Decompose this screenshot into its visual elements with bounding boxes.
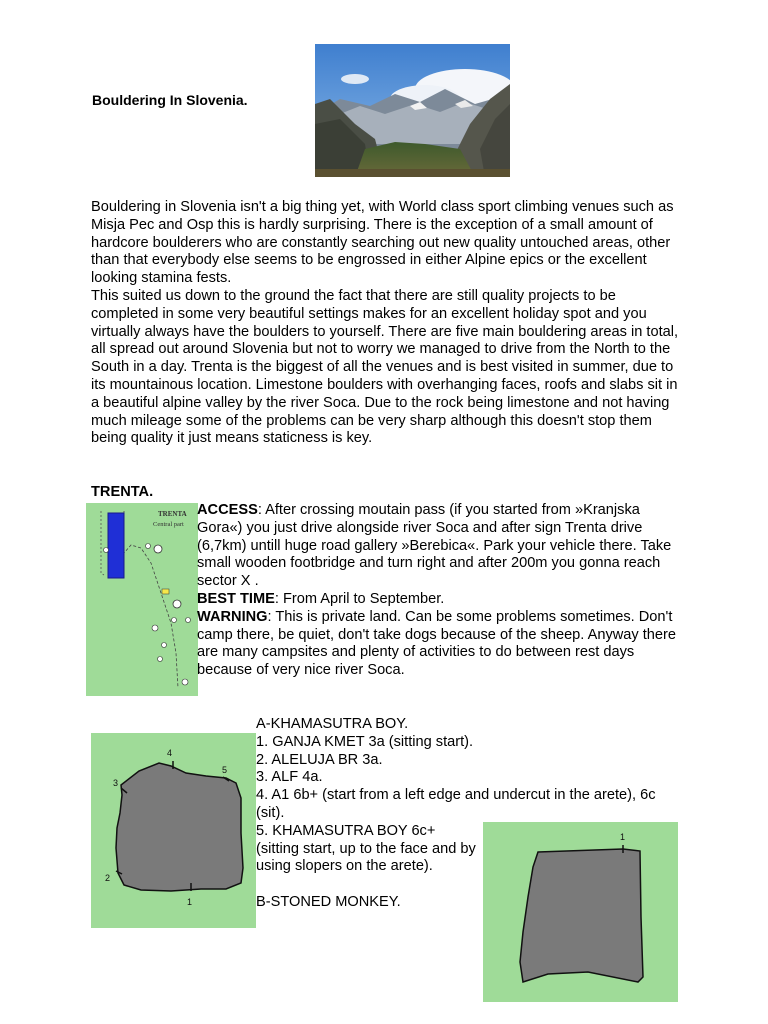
best-time-label: BEST TIME xyxy=(197,590,275,607)
topo-a-label-1: 1 xyxy=(187,897,193,907)
mountain-photo-svg xyxy=(315,44,510,177)
topo-a-label-3: 3 xyxy=(113,778,119,788)
trenta-map xyxy=(86,503,198,696)
intro-paragraph-2: This suited us down to the ground the fact that there are still quality projects to be completed in some very beautiful settings makes for an excellent holiday spot and you virtually always have the boulders to yourself. There are five main bouldering areas in total, all spread out around Slovenia but not to worry we managed to drive from the North to the South in a day. Trenta is the biggest of all the venues and is best visited in summer, due to its mountainous location. Limestone boulders with overhanging faces, roofs and slabs sit in a beautiful alpine valley by the river Soca. Due to the rock being limestone and not having much mileage some of the problems can be very sharp although this doesn't stop them being quality it just means staticness is key. xyxy=(91,287,679,447)
trenta-map-svg xyxy=(86,503,198,696)
route-item: 1. GANJA KMET 3a (sitting start). xyxy=(256,733,474,750)
page-title: Bouldering In Slovenia. xyxy=(92,92,248,108)
boulder-a-outline xyxy=(116,763,243,891)
topo-a-label-2: 2 xyxy=(105,873,111,883)
topo-a-svg xyxy=(91,733,256,928)
warning-text: : This is private land. Can be some problems sometimes. Don't camp there, be quiet, don't take dogs because of the sheep. Anyway there are many campsites and plenty of activities to do between rest days because of very nice river Soca. xyxy=(197,608,677,679)
access-text: : After crossing moutain pass (if you started from »Kranjska Gora«) you just drive alongside river Soca and after sign Trenta drive (6,7km) untill huge road gallery »Berebica«. Park your vehicle there. Take small wooden footbridge and turn right and after 200m you gonna reach sector X . xyxy=(197,502,672,590)
river-soca xyxy=(108,513,124,578)
access-paragraph xyxy=(197,502,687,591)
topo-boulder-b xyxy=(483,822,678,1002)
best-time-text: : From April to September. xyxy=(274,590,445,607)
intro-text xyxy=(91,199,681,448)
trenta-info xyxy=(197,502,687,680)
boulder-b-title: B-STONED MONKEY. xyxy=(256,893,401,910)
route-item: 5. KHAMASUTRA BOY 6c+ (sitting start, up to the face and by using slopers on the arete). xyxy=(256,822,476,875)
parking-icon xyxy=(162,589,169,594)
intro-paragraph-1: Bouldering in Slovenia isn't a big thing yet, with World class sport climbing venues such as Misja Pec and Osp this is hardly surprising. There is the exception of a small amount of hardcore boulderers who are constantly searching out new quality untouched areas, other than that everybody else seems to be engrossed in either Alpine epics or the excellent looking stamina fests. xyxy=(91,199,674,287)
map-title: TRENTA xyxy=(158,510,187,518)
topo-a-label-5: 5 xyxy=(222,765,228,775)
route-item: 4. A1 6b+ (start from a left edge and undercut in the arete), 6c (sit). xyxy=(256,787,656,821)
warning-label: WARNING xyxy=(197,608,268,625)
boulder-a-title: A-KHAMASUTRA BOY. xyxy=(256,716,409,732)
access-label: ACCESS xyxy=(197,502,258,518)
route-item: 2. ALELUJA BR 3a. xyxy=(256,751,383,768)
map-subtitle: Central part xyxy=(153,521,184,528)
section-heading-trenta: TRENTA. xyxy=(91,484,154,500)
topo-b-label-1: 1 xyxy=(620,832,626,842)
mountain-photo xyxy=(315,44,510,177)
route-item: 3. ALF 4a. xyxy=(256,769,323,786)
topo-b-svg xyxy=(483,822,678,1002)
topo-a-label-4: 4 xyxy=(167,748,173,758)
boulder-b-outline xyxy=(520,849,643,982)
best-time-paragraph xyxy=(197,591,687,609)
topo-boulder-a xyxy=(91,733,256,928)
warning-paragraph xyxy=(197,609,687,680)
